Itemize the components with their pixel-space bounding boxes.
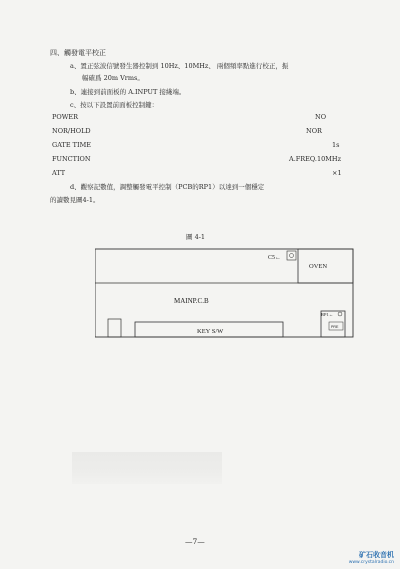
page-number: —7—	[185, 537, 205, 546]
watermark-url: www.crystalradio.cn	[348, 560, 394, 565]
pre-label: PRE	[331, 325, 339, 329]
setting-name: ATT	[52, 169, 66, 177]
watermark	[349, 550, 394, 565]
setting-name: FUNCTION	[52, 155, 91, 163]
rp1-dot	[338, 312, 342, 316]
step-c: c、按以下設置前面板控制鍵：	[70, 101, 159, 109]
watermark-title: 矿石收音机	[359, 551, 394, 559]
key-switch-label: KEY S/W	[197, 328, 224, 335]
section-heading: 四、觸發電平校正	[50, 49, 106, 57]
c5-dot	[290, 254, 294, 258]
setting-value: 1s	[332, 141, 340, 149]
step-d-line2: 的讀數見圖4-1。	[50, 196, 100, 204]
setting-value: A.FREQ.10MHz	[289, 155, 341, 163]
c5-label: C5←	[268, 255, 282, 261]
rp1-label: RP1←	[321, 312, 334, 317]
oven-label: OVEN	[309, 263, 328, 270]
setting-value: ×1	[332, 169, 342, 177]
step-a-line2: 幅確爲 20m Vrms。	[82, 74, 144, 82]
scan-smudge	[72, 452, 222, 484]
circuit-board-diagram	[95, 247, 365, 342]
c5-component	[287, 251, 296, 260]
setting-name: NOR/HOLD	[52, 127, 91, 135]
setting-value: NO	[315, 113, 327, 121]
setting-name: POWER	[52, 113, 79, 121]
figure-caption: 圖 4-1	[186, 233, 206, 241]
setting-name: GATE TIME	[52, 141, 91, 149]
step-b: b、連接到前面板的 A.INPUT 接綫端。	[70, 88, 186, 96]
step-a-line1: a、置正弦波信號發生器控制到 10Hz、10MHz、 兩個頻率點進行校正，振	[70, 62, 289, 70]
step-d-line1: d、觀察記數值，調整觸發電平控制（PCB的RP1）以達到一個穩定	[70, 183, 265, 191]
setting-value: NOR	[306, 127, 322, 135]
main-pcb-label: MAINP.C.B	[174, 297, 209, 305]
left-connector-box	[108, 319, 121, 337]
